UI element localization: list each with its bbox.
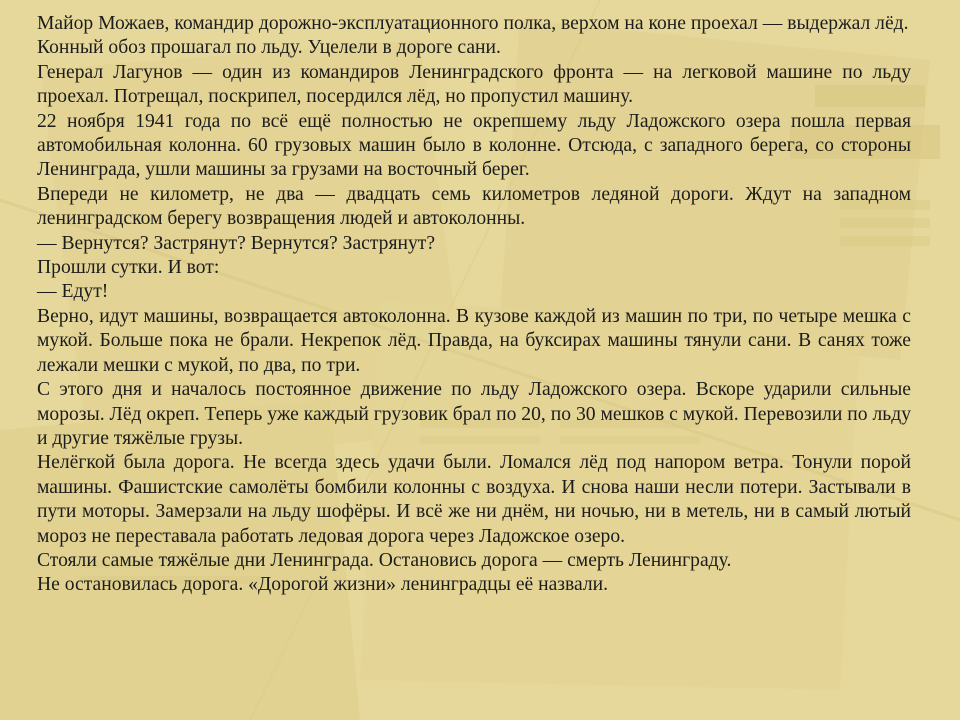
paragraph: Верно, идут машины, возвращается автоколонна. В кузове каждой из машин по три, по четыре мешка с мукой. Больше пока не брали. Некрепок лёд. Правда, на буксирах машины тянули сани. В санях тоже лежали мешки с мукой, по два, по три.: [37, 305, 911, 376]
paragraph: Конный обоз прошагал по льду. Уцелели в дороге сани.: [37, 37, 501, 59]
paragraph: Стояли самые тяжёлые дни Ленинграда. Остановись дорога — смерть Ленинграду.: [37, 549, 732, 571]
body-text: [37, 12, 911, 598]
paragraph: — Едут!: [37, 281, 109, 303]
paragraph: 22 ноября 1941 года по всё ещё полностью не окрепшему льду Ладожского озера пошла первая автомобильная колонна. 60 грузовых машин было в колонне. Отсюда, с западного берега, со стороны Ленинграда, ушли машины за грузами на восточный берег.: [37, 110, 911, 181]
paragraph: Не остановилась дорога. «Дорогой жизни» ленинградцы её назвали.: [37, 574, 609, 596]
paragraph: — Вернутся? Застрянут? Вернутся? Застрянут?: [37, 232, 436, 254]
paragraph: Генерал Лагунов — один из командиров Ленинградского фронта — на легковой машине по льду проехал. Потрещал, поскрипел, посердился лёд, но пропустил машину.: [37, 61, 911, 108]
paragraph: Прошли сутки. И вот:: [37, 257, 220, 279]
paragraph: Майор Можаев, командир дорожно-эксплуатационного полка, верхом на коне проехал — выдержал лёд.: [37, 13, 909, 34]
paragraph: С этого дня и началось постоянное движение по льду Ладожского озера. Вскоре ударили сильные морозы. Лёд окреп. Теперь уже каждый грузовик брал по 20, по 30 мешков с мукой. Перевозили по льду и другие тяжёлые грузы.: [37, 379, 911, 449]
paragraph: Нелёгкой была дорога. Не всегда здесь удачи были. Ломался лёд под напором ветра. Тонули порой машины. Фашистские самолёты бомбили колонны с воздуха. И снова наши несли потери. Застывали в пути моторы. Замерзали на льду шофёры. И всё же ни днём, ни ночью, ни в метель, ни в самый лютый мороз не переставала работать ледовая дорога через Ладожское озеро.: [37, 452, 911, 547]
paragraph: Впереди не километр, не два — двадцать семь километров ледяной дороги. Ждут на западном ленинградском берегу возвращения людей и автоколонны.: [37, 183, 911, 230]
